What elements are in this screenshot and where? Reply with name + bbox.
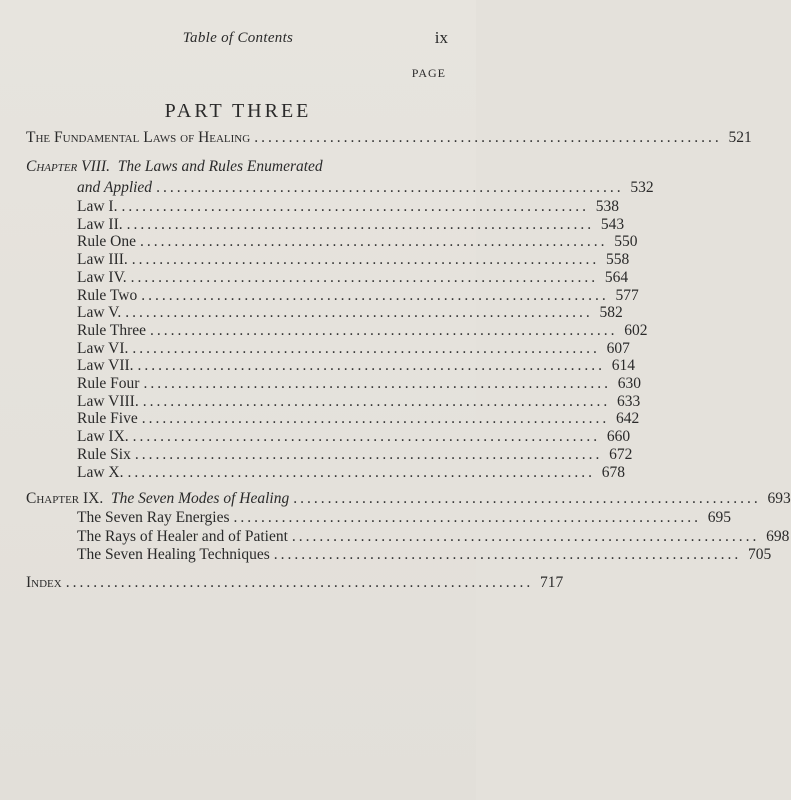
dot-leader: .................................................................... [127,463,595,481]
toc-entry-label: Rule Three [77,321,147,339]
toc-entry[interactable] [77,250,630,269]
toc-entry-page: 705 [748,546,772,563]
dot-leader: .................................................................... [137,357,606,375]
toc-entry-chapter-ix[interactable] [26,489,791,508]
dot-leader: .................................................................... [293,490,761,507]
toc-entry[interactable] [77,286,639,305]
toc-entry-label: Law IX. [77,428,129,446]
toc-entry-page: 538 [595,198,619,215]
toc-entry-label: Law VII. [77,357,134,375]
dot-leader: .................................................................... [121,198,589,215]
toc-entry[interactable] [77,339,630,358]
dot-leader: .................................................................... [134,445,603,463]
toc-entry-page: 695 [707,509,732,526]
dot-leader: .................................................................... [132,428,601,446]
toc-entry-label: Rule Five [77,410,138,428]
toc-entry[interactable] [77,445,633,464]
dot-leader: .................................................................... [142,392,611,410]
toc-entry-label: Rule Two [77,286,138,304]
page-column-heading: PAGE [411,66,446,80]
toc-entry-page: 543 [600,215,625,233]
dot-leader: .................................................................... [132,339,600,357]
dot-leader: .................................................................... [131,251,600,269]
toc-entry-page: 642 [615,410,640,428]
dot-leader: .................................................................... [125,304,593,322]
toc-entry-page: 577 [615,286,639,304]
toc-entry-page: 660 [606,428,631,446]
toc-entry-label: The Rays of Healer and of Patient [77,527,288,545]
toc-entry-page: 614 [611,357,636,375]
toc-entry[interactable] [77,527,790,546]
toc-entry-page: 633 [616,392,641,410]
toc-entry-label: Rule One [77,233,136,251]
toc-entry-label: Law III. [77,251,128,269]
toc-entry-index[interactable] [26,573,564,592]
toc-entry[interactable] [77,463,625,482]
toc-entry[interactable] [77,427,631,446]
chapter-title-line1: The Laws and Rules Enumerated [117,158,323,175]
dot-leader: .................................................................... [156,179,624,196]
chapter-title: The Seven Modes of Healing [110,490,290,507]
chapter-prefix: Chapter VIII. [26,158,110,175]
toc-entry-page: 630 [617,375,641,392]
toc-entry[interactable] [77,356,636,375]
toc-entry-page: 717 [539,574,564,591]
toc-entry-label: The Seven Ray Energies [77,509,230,526]
toc-entry-page: 521 [728,129,752,146]
toc-entry-page: 558 [606,251,630,269]
toc-entry-page: 678 [601,463,625,481]
toc-entry-label: Rule Six [77,445,131,463]
toc-entry[interactable] [77,409,640,428]
toc-entry-page: 582 [599,304,623,322]
toc-entry[interactable] [77,545,772,564]
toc-entry[interactable] [77,232,638,251]
toc-entry-page: 698 [766,527,790,545]
dot-leader: .................................................................... [273,546,742,563]
toc-entry[interactable] [77,303,623,322]
dot-leader: .................................................................... [233,509,702,526]
dot-leader: .................................................................... [141,286,609,304]
toc-entry-label: The Fundamental Laws of Healing [26,129,251,146]
toc-entry-page: 672 [609,445,633,463]
toc-entry-page: 693 [767,490,791,507]
toc-entry-label: Law I. [77,198,118,215]
dot-leader: .................................................................... [143,375,611,392]
toc-entry-fundamental[interactable] [26,128,752,147]
chapter-title-line2: and Applied [77,179,153,196]
toc-entry-page: 550 [614,233,638,251]
part-heading: PART THREE [164,100,312,122]
toc-entry[interactable] [77,321,648,340]
toc-entry[interactable] [77,392,641,411]
toc-entry-label: Law II. [77,215,123,233]
dot-leader: .................................................................... [126,215,595,233]
toc-entry-label: Law VI. [77,339,129,357]
toc-entry-label: Rule Four [77,375,140,392]
chapter-prefix: Chapter IX. [26,490,104,507]
toc-entry-page: 564 [604,268,629,286]
toc-entry[interactable] [77,197,619,216]
dot-leader: .................................................................... [254,129,722,146]
toc-entry-label: Index [26,574,62,591]
running-title: Table of Contents [182,30,294,46]
toc-entry-label: Law X. [77,463,124,481]
folio-number: ix [434,28,448,47]
chapter-viii-heading [26,158,323,176]
toc-entry[interactable] [77,508,732,527]
toc-entry-label: Law V. [77,304,122,322]
dot-leader: .................................................................... [141,410,610,428]
toc-entry-page: 532 [630,179,654,196]
toc-entry-label: Law VIII. [77,392,139,410]
toc-entry-page: 602 [624,321,648,339]
toc-entry[interactable] [77,374,641,393]
toc-entry[interactable] [77,268,629,287]
dot-leader: .................................................................... [130,268,599,286]
dot-leader: .................................................................... [291,527,760,545]
toc-entry[interactable] [77,215,625,234]
toc-entry-page: 607 [606,339,630,357]
dot-leader: .................................................................... [139,233,608,251]
toc-entry-label: The Seven Healing Techniques [77,546,270,563]
dot-leader: .................................................................... [150,321,618,339]
dot-leader: .................................................................... [65,574,534,591]
toc-entry-chapter-viii[interactable] [77,178,654,197]
toc-entry-label: Law IV. [77,268,127,286]
